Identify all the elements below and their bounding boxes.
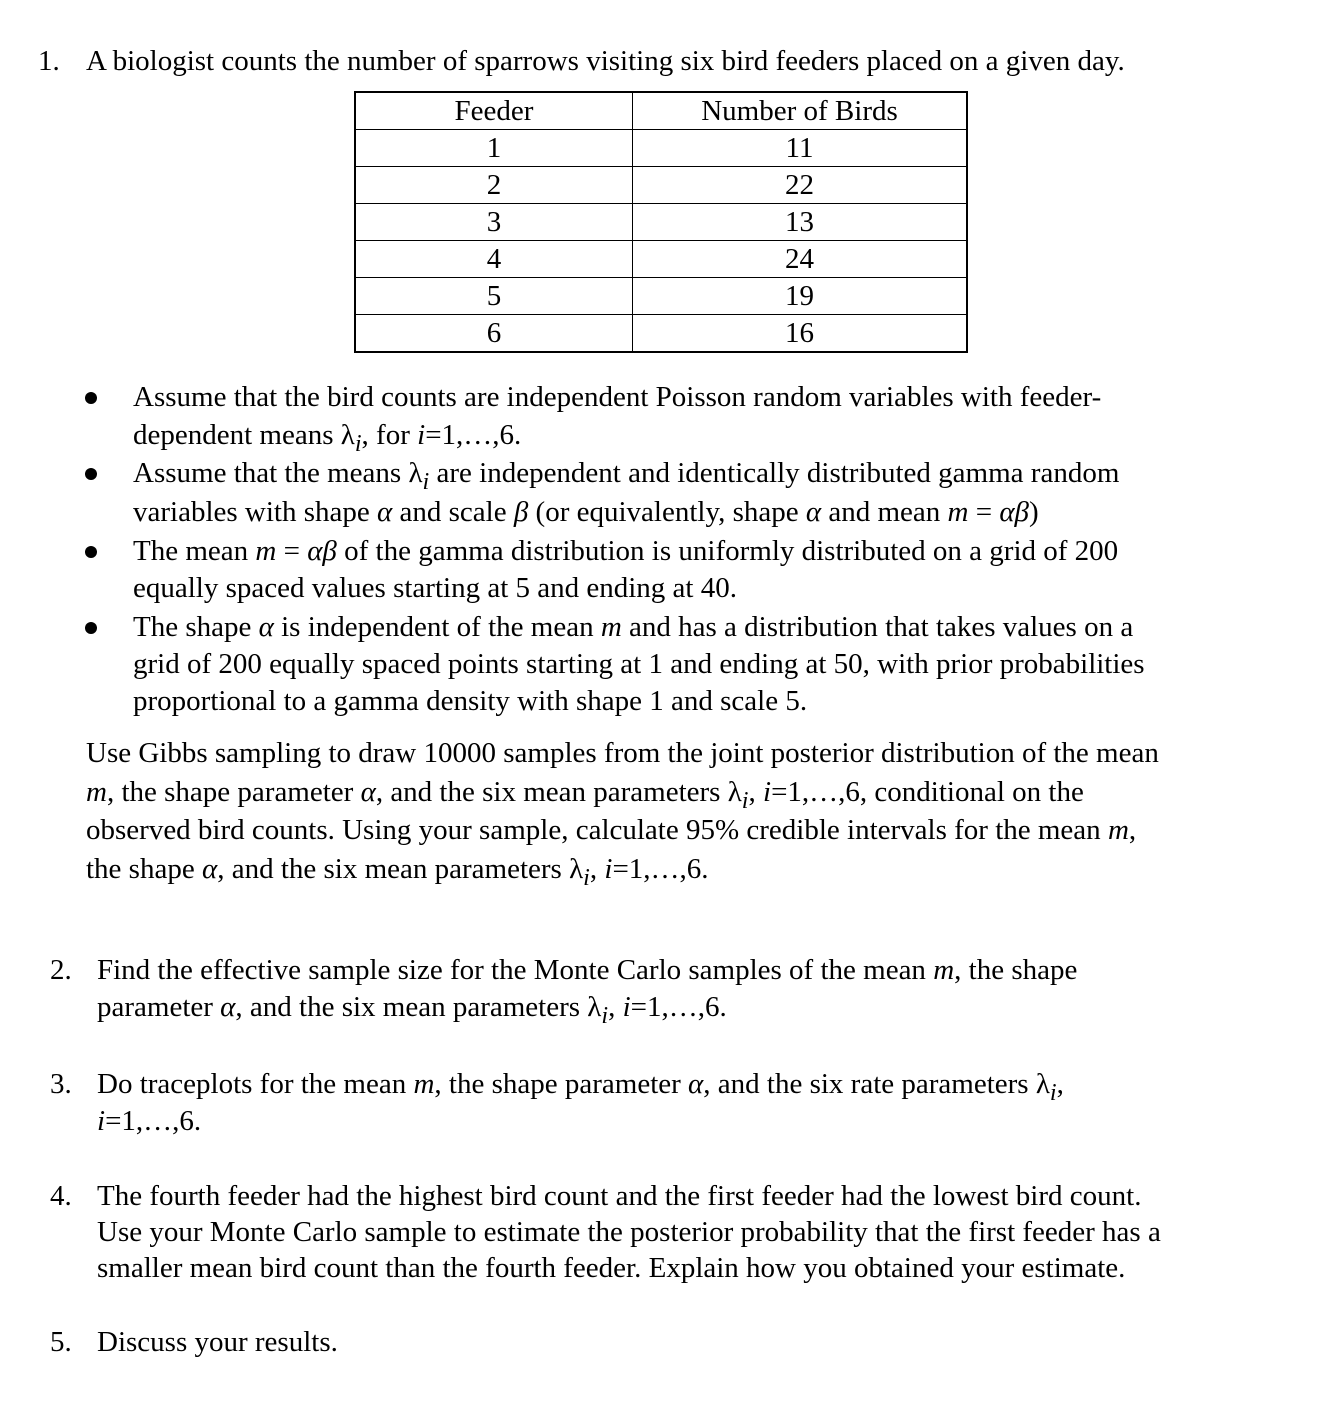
q1-paragraph-line-1: Use Gibbs sampling to draw 10000 samples from the joint posterior distribution of the mean bbox=[86, 737, 1159, 769]
text: is independent of the mean bbox=[273, 611, 601, 643]
table-header-feeder: Feeder bbox=[355, 92, 633, 130]
text: , and the six mean parameters λ bbox=[217, 853, 584, 885]
text: and has a distribution that takes values on a bbox=[621, 611, 1134, 643]
bullet-1-line-1: Assume that the bird counts are independent Poisson random variables with feeder- bbox=[133, 381, 1102, 413]
text: variables with shape bbox=[133, 496, 378, 528]
text: (or equivalently, shape bbox=[528, 496, 806, 528]
text: and mean bbox=[821, 496, 948, 528]
text: Find the effective sample size for the Monte Carlo samples of the mean bbox=[97, 954, 934, 986]
var-alpha: α bbox=[220, 991, 236, 1023]
text: are independent and identically distributed gamma random bbox=[429, 457, 1120, 489]
subscript-i: i bbox=[422, 467, 430, 495]
question-2-number: 2. bbox=[50, 954, 72, 986]
subscript-i: i bbox=[1049, 1078, 1057, 1106]
text: dependent means λ bbox=[133, 419, 355, 451]
question-3-line-2 bbox=[97, 1102, 201, 1140]
var-m: m bbox=[600, 611, 622, 643]
text: the shape bbox=[86, 853, 202, 885]
bullet-2-line-2 bbox=[133, 493, 1039, 531]
var-beta: β bbox=[513, 496, 529, 528]
table-row bbox=[355, 130, 967, 167]
subscript-i: i bbox=[583, 863, 590, 891]
text: of the gamma distribution is uniformly distributed on a grid of 200 bbox=[336, 535, 1119, 567]
text: and scale bbox=[392, 496, 514, 528]
var-i: i bbox=[763, 776, 772, 808]
table-row bbox=[355, 241, 967, 278]
text: =1,…,6. bbox=[425, 419, 522, 451]
text: ) bbox=[1029, 496, 1039, 528]
var-i: i bbox=[417, 419, 426, 451]
question-1-number: 1. bbox=[38, 45, 60, 77]
table-cell-feeder: 2 bbox=[355, 167, 633, 204]
table-row bbox=[355, 167, 967, 204]
var-alpha: α bbox=[805, 496, 822, 528]
var-i: i bbox=[604, 853, 613, 885]
question-2-line-1 bbox=[97, 951, 1077, 989]
question-4-number: 4. bbox=[50, 1180, 72, 1212]
text: , the shape parameter bbox=[434, 1068, 689, 1100]
text: , the shape bbox=[954, 954, 1078, 986]
var-m: m bbox=[255, 535, 277, 567]
bullet-4-line-2: grid of 200 equally spaced points starting at 1 and ending at 50, with prior probabilities bbox=[133, 648, 1145, 680]
text: = bbox=[276, 535, 308, 567]
var-alpha: α bbox=[360, 776, 376, 808]
text: Assume that the means λ bbox=[133, 457, 423, 489]
question-3-number: 3. bbox=[50, 1068, 72, 1100]
subscript-i: i bbox=[354, 429, 362, 457]
table-header-row bbox=[355, 92, 967, 130]
var-alpha: α bbox=[377, 496, 393, 528]
bullet-dot-icon bbox=[85, 546, 97, 558]
table-cell-feeder: 5 bbox=[355, 278, 633, 315]
table-row bbox=[355, 278, 967, 315]
question-5-number: 5. bbox=[50, 1326, 72, 1358]
var-m: m bbox=[947, 496, 969, 528]
table-cell-birds: 13 bbox=[633, 204, 968, 241]
bullet-4-line-3: proportional to a gamma density with shape 1 and scale 5. bbox=[133, 685, 808, 717]
text: , bbox=[1128, 814, 1137, 846]
table-cell-feeder: 3 bbox=[355, 204, 633, 241]
subscript-i: i bbox=[601, 1001, 609, 1029]
text: The shape bbox=[133, 611, 259, 643]
table-cell-birds: 22 bbox=[633, 167, 968, 204]
text: , and the six mean parameters λ bbox=[235, 991, 602, 1023]
subscript-i: i bbox=[741, 786, 749, 814]
table-row bbox=[355, 315, 967, 353]
question-4-line-2: Use your Monte Carlo sample to estimate the posterior probability that the first feeder has a bbox=[97, 1216, 1161, 1248]
var-alpha: α bbox=[201, 853, 218, 885]
text: , bbox=[1056, 1068, 1064, 1100]
var-alpha: α bbox=[258, 611, 274, 643]
q1-paragraph-line-3 bbox=[86, 811, 1136, 849]
var-m: m bbox=[933, 954, 955, 986]
table-row bbox=[355, 204, 967, 241]
text: , for bbox=[361, 419, 418, 451]
bullet-dot-icon bbox=[85, 468, 97, 480]
bullet-dot-icon bbox=[85, 392, 97, 404]
bullet-3-line-2: equally spaced values starting at 5 and ending at 40. bbox=[133, 572, 737, 604]
bullet-4-line-1 bbox=[133, 608, 1133, 646]
question-3-line-1 bbox=[97, 1065, 1064, 1112]
text: , the shape parameter bbox=[106, 776, 361, 808]
text: , and the six rate parameters λ bbox=[703, 1068, 1050, 1100]
bullet-3-line-1 bbox=[133, 532, 1118, 570]
table-cell-birds: 11 bbox=[633, 130, 968, 167]
text: The mean bbox=[133, 535, 256, 567]
table-cell-feeder: 4 bbox=[355, 241, 633, 278]
var-m: m bbox=[413, 1068, 435, 1100]
text: , bbox=[589, 853, 605, 885]
var-i: i bbox=[97, 1105, 106, 1137]
text: parameter bbox=[97, 991, 221, 1023]
text: , bbox=[608, 991, 623, 1023]
q1-paragraph-line-4 bbox=[86, 850, 709, 897]
text: =1,…,6. bbox=[630, 991, 727, 1023]
text: , and the six mean parameters λ bbox=[375, 776, 742, 808]
table-cell-birds: 16 bbox=[633, 315, 968, 353]
question-5-text: Discuss your results. bbox=[97, 1326, 338, 1358]
question-4-line-3: smaller mean bird count than the fourth feeder. Explain how you obtained your estimate. bbox=[97, 1252, 1126, 1284]
bullet-dot-icon bbox=[85, 622, 97, 634]
table-cell-birds: 19 bbox=[633, 278, 968, 315]
var-alpha-beta: αβ bbox=[307, 535, 337, 567]
table-cell-feeder: 6 bbox=[355, 315, 633, 353]
table-header-number-of-birds: Number of Birds bbox=[633, 92, 968, 130]
var-m: m bbox=[1107, 814, 1129, 846]
text: =1,…,6. bbox=[612, 853, 709, 885]
text: =1,…,6, conditional on the bbox=[771, 776, 1084, 808]
question-2-line-2 bbox=[97, 988, 727, 1035]
bird-count-table bbox=[354, 91, 968, 353]
question-4-line-1: The fourth feeder had the highest bird count and the first feeder had the lowest bird count. bbox=[97, 1180, 1142, 1212]
var-m: m bbox=[86, 776, 107, 808]
text: = bbox=[968, 496, 1000, 528]
text: observed bird counts. Using your sample, calculate 95% credible intervals for the mean bbox=[86, 814, 1108, 846]
question-1-intro: A biologist counts the number of sparrows visiting six bird feeders placed on a given day. bbox=[86, 45, 1125, 77]
text: =1,…,6. bbox=[105, 1105, 202, 1137]
table-cell-birds: 24 bbox=[633, 241, 968, 278]
var-alpha: α bbox=[688, 1068, 704, 1100]
text: Do traceplots for the mean bbox=[97, 1068, 414, 1100]
var-alpha-beta: αβ bbox=[999, 496, 1029, 528]
var-i: i bbox=[622, 991, 631, 1023]
text: , bbox=[748, 776, 763, 808]
table-cell-feeder: 1 bbox=[355, 130, 633, 167]
